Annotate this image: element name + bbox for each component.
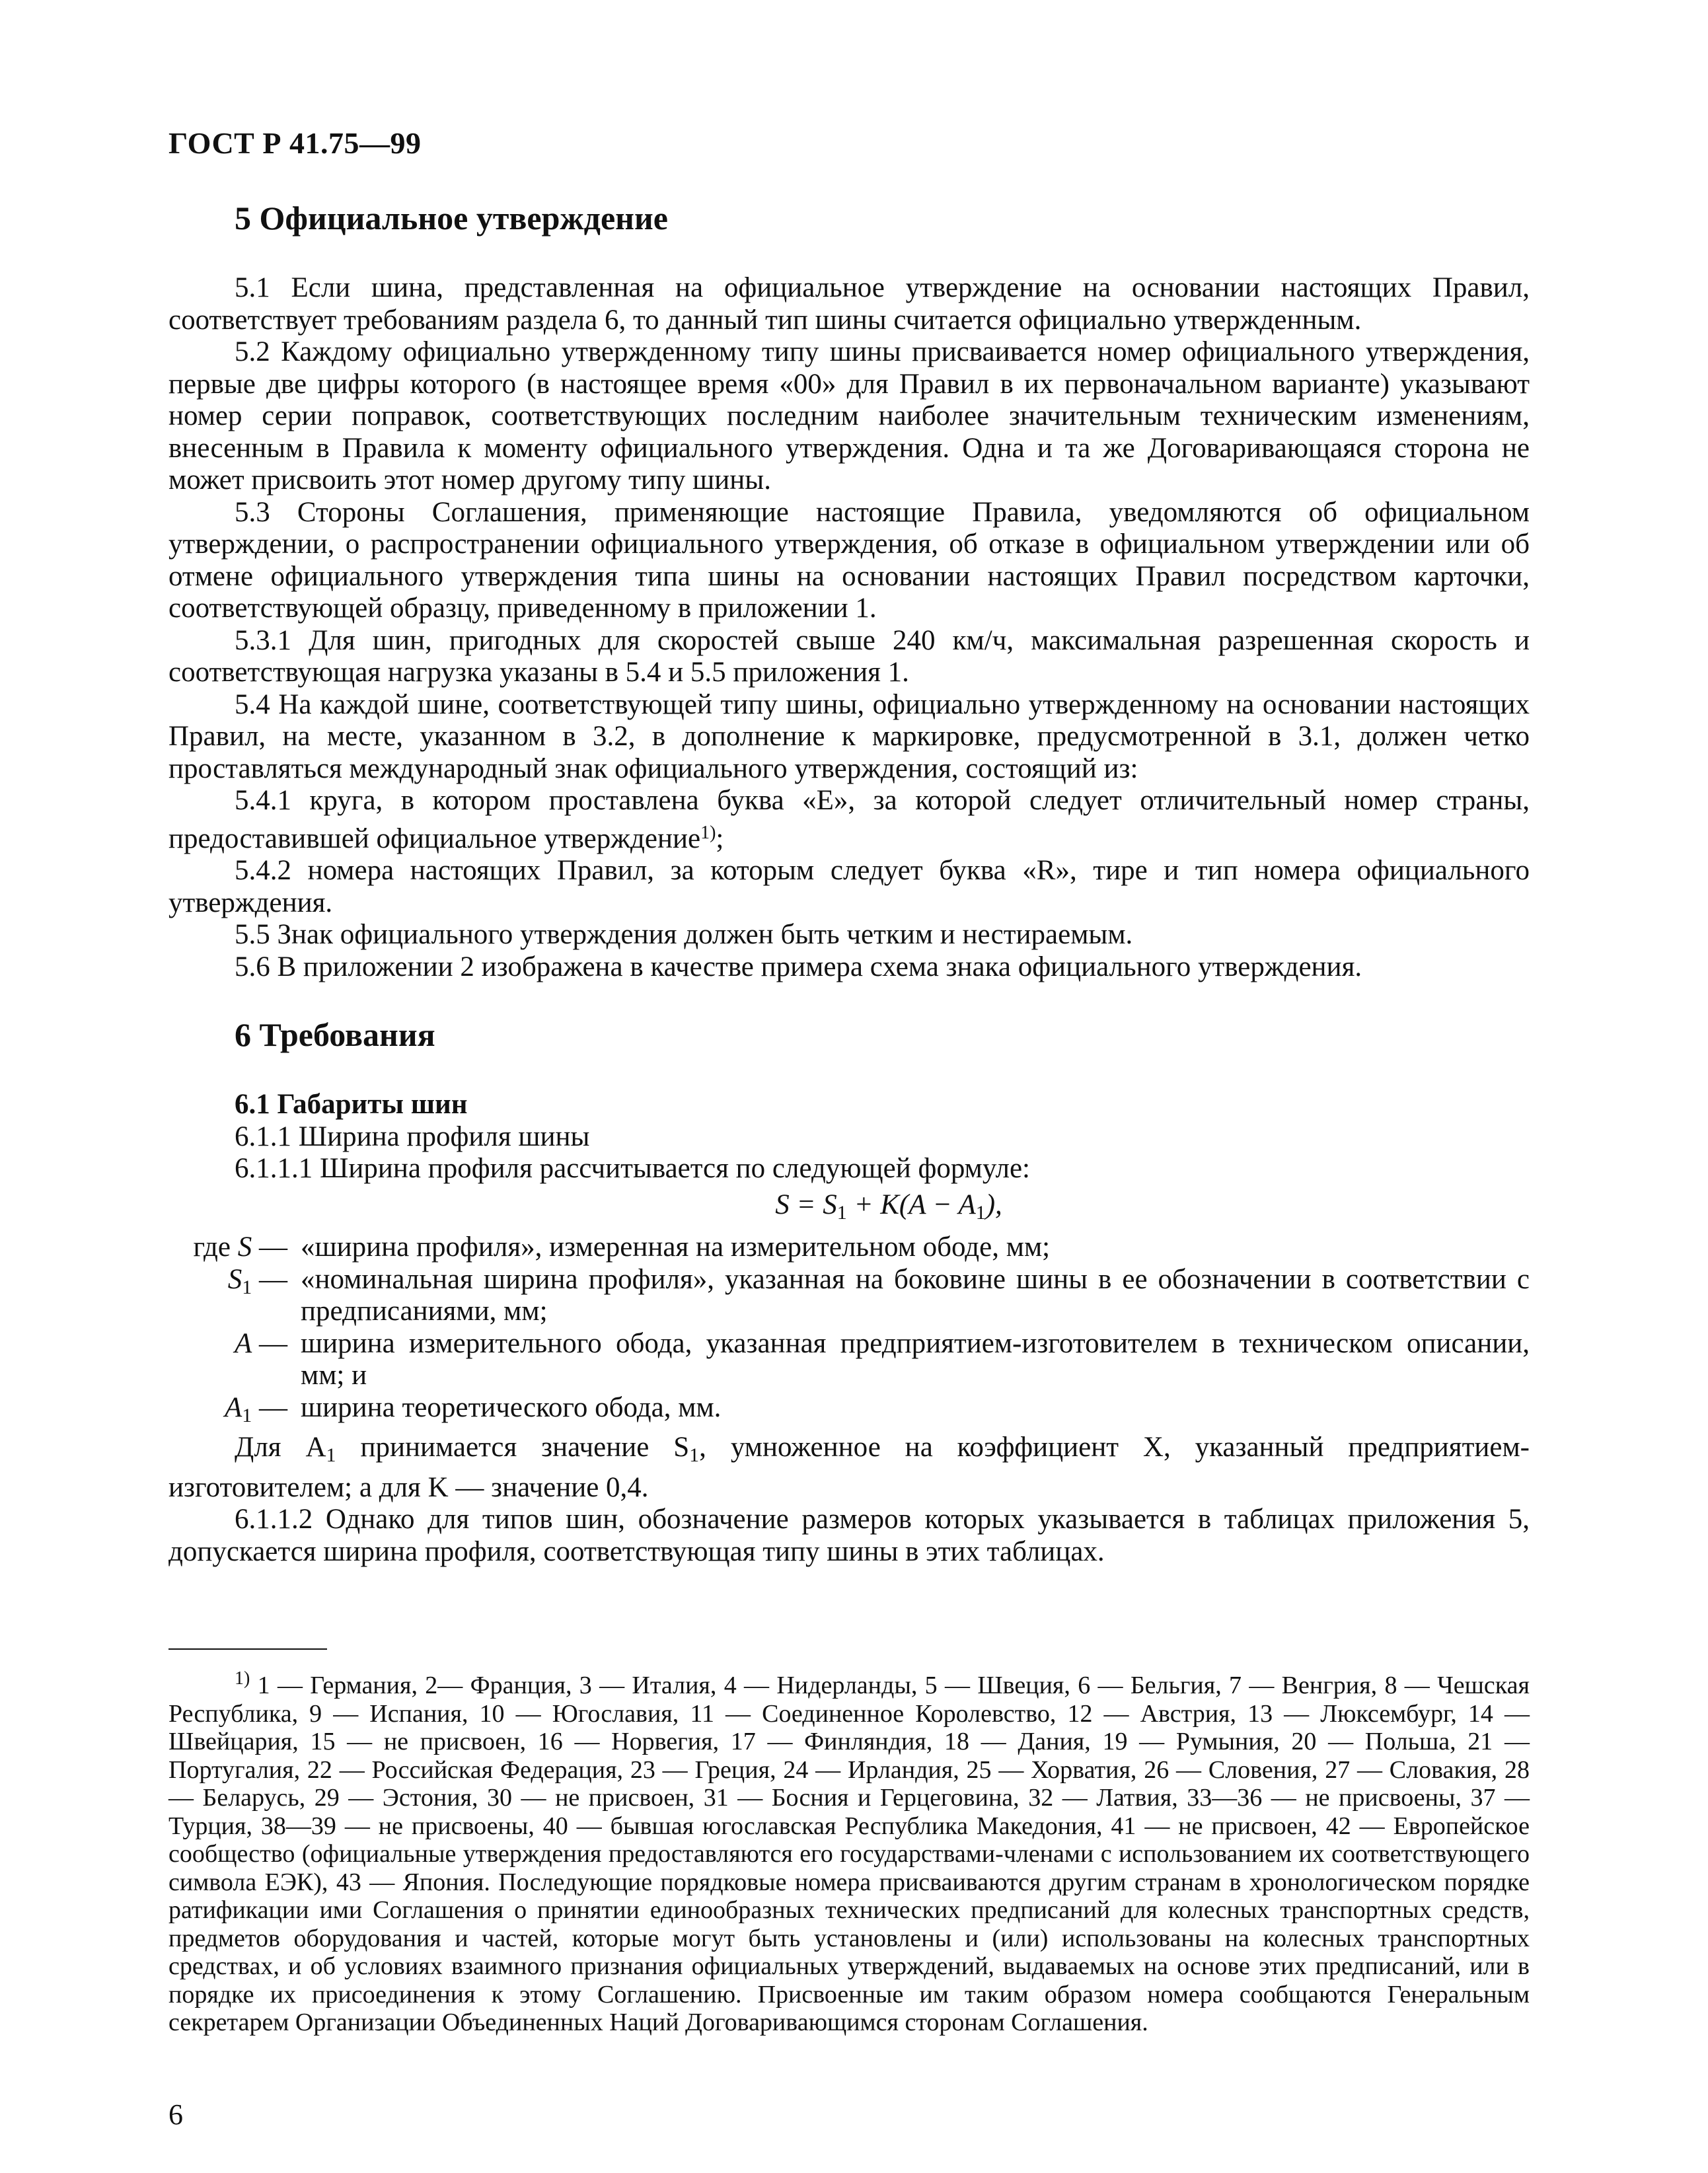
- footnote-reference-mark: 1): [700, 822, 716, 843]
- footnote: [168, 1665, 1530, 2037]
- paragraph-5-1: 5.1 Если шина, представленная на официальное утверждение на основании настоящих Правил, соответствует требованиям раздела 6, то данный тип шины считается официально утвержденным.: [168, 272, 1530, 336]
- paragraph-5-4-2: 5.4.2 номера настоящих Правил, за которым следует буква «R», тире и тип номера официального утверждения.: [168, 855, 1530, 918]
- definition-text: ширина теоретического обода, мм.: [301, 1391, 722, 1423]
- paragraph-6-1-1-2: 6.1.1.2 Однако для типов шин, обозначение размеров которых указывается в таблицах приложения 5, допускается ширина профиля, соответствующая типу шины в этих таблицах.: [168, 1504, 1530, 1567]
- subsection-6-1-title: 6.1 Габариты шин: [235, 1089, 468, 1120]
- paragraph-5-4-1-text: 5.4.1 круга, в котором проставлена буква «Е», за которой следует отличительный номер страны, предоставившей официальное утверждение: [168, 785, 1530, 854]
- page-number: 6: [168, 2098, 183, 2131]
- paragraph-5-4-1: [168, 785, 1530, 855]
- paragraph-5-3-1: 5.3.1 Для шин, пригодных для скоростей свыше 240 км/ч, максимальная разрешенная скорость и соответствующая нагрузка указаны в 5.4 и 5.5 приложения 1.: [168, 624, 1530, 688]
- paragraph-5-2: 5.2 Каждому официально утвержденному типу шины присваивается номер официального утверждения, первые две цифры которого (в настоящее время «00» для Правил в их первоначальном варианте) указывают номер серии поправок, соответствующих последним наиболее значительным техническим изменениям, внесенным в Правила к моменту официального утверждения. Одна и та же Договаривающаяся сторона не может присвоить этот номер другому типу шины.: [168, 336, 1530, 496]
- paragraph-for-a1: Для A1 принимается значение S1, умноженное на коэффициент X, указанный предприятием-изготовителем; а для K — значение 0,4.: [168, 1432, 1530, 1503]
- definition-item: $A_1$ — ширина теоретического обода, мм.: [168, 1392, 1530, 1432]
- definition-text: «ширина профиля», измеренная на измерительном ободе, мм;: [301, 1232, 1051, 1263]
- definition-text: «номинальная ширина профиля», указанная на боковине шины в ее обозначении в соответствии с предписаниями, мм;: [301, 1263, 1530, 1327]
- paragraph-6-1-1-1: 6.1.1.1 Ширина профиля рассчитывается по следующей формуле:: [235, 1153, 1030, 1184]
- paragraph-5-3: 5.3 Стороны Соглашения, применяющие настоящие Правила, уведомляются об официальном утверждении, о распространении официального утверждения, об отказе в официальном утверждении или об отмене официального утверждения типа шины на основании настоящих Правил посредством карточки, соответствующей образцу, приведенному в приложении 1.: [168, 496, 1530, 624]
- paragraph-5-6: 5.6 В приложении 2 изображена в качестве примера схема знака официального утверждения.: [235, 951, 1362, 982]
- paragraph-5-5: 5.5 Знак официального утверждения должен быть четким и нестираемым.: [235, 919, 1133, 950]
- definition-item: $S_1$ — «номинальная ширина профиля», указанная на боковине шины в ее обозначении в соответствии с предписаниями, мм;: [227, 1263, 1530, 1327]
- paragraph-5-4: 5.4 На каждой шине, соответствующей типу шины, официально утвержденному на основании настоящих Правил, на месте, указанном в 3.2, в дополнение к маркировке, предусмотренной в 3.1, должен четко проставляться международный знак официального утверждения, состоящий из:: [168, 688, 1530, 784]
- footnote-text: 1 — Германия, 2— Франция, 3 — Италия, 4 — Нидерланды, 5 — Швеция, 6 — Бельгия, 7 — Венгрия, 8 — Чешская Республика, 9 — Испания, 10 — Югославия, 11 — Соединенное Королевство, 12 — Австрия, 13 — Люксембург, 14 — Швейцария, 15 — не присвоен, 16 — Норвегия, 17 — Финляндия, 18 — Дания, 19 — Румыния, 20 — Польша, 21 — Португалия, 22 — Российская Федерация, 23 — Греция, 24 — Ирландия, 25 — Хорватия, 26 — Словения, 27 — Словакия, 28 — Беларусь, 29 — Эстония, 30 — не присвоен, 31 — Босния и Герцеговина, 32 — Латвия, 33—36 — не присвоены, 37 — Турция, 38—39 — не присвоены, 40 — бывшая югославская Республика Македония, 41 — не присвоен, 42 — Европейское сообщество (официальные утверждения предоставляются его государствами-членами с использованием их соответствующего символа ЕЭК), 43 — Япония. Последующие порядковые номера присваиваются другим странам в хронологическом порядке ратификации ими Соглашения о принятии единообразных технических предписаний для колесных транспортных средств, предметов оборудования и частей, которые могут быть установлены и (или) использованы на колесных транспортных средствах, и об условиях взаимного признания официальных утверждений, выдаваемых на основе этих предписаний, или в порядке их присоединения к этому Соглашению. Присвоенные им таким образом номера сообщаются Генеральным секретарем Организации Объединенных Наций Договаривающимся сторонам Соглашения.: [168, 1672, 1530, 2036]
- profile-width-formula: $S = S_1 + K(A - A_1)$,: [775, 1189, 1002, 1224]
- definition-text: ширина измерительного обода, указанная предприятием-изготовителем в техническом описании, мм; и: [301, 1327, 1530, 1391]
- section-6-title: 6 Требования: [235, 1016, 435, 1053]
- paragraph-5-4-1-end: ;: [716, 823, 724, 854]
- section-5-title: 5 Официальное утверждение: [235, 200, 668, 237]
- definition-item: где S — «ширина профиля», измеренная на измерительном ободе, мм;: [168, 1232, 1530, 1264]
- footnote-separator: [168, 1648, 327, 1650]
- paragraph-6-1-1: 6.1.1 Ширина профиля шины: [235, 1121, 590, 1152]
- definition-item: A — ширина измерительного обода, указанная предприятием-изготовителем в техническом описании, мм; и: [234, 1327, 1530, 1391]
- main-content: [168, 198, 1530, 1568]
- document-code-header: ГОСТ Р 41.75—99: [168, 126, 422, 160]
- footnote-mark: 1): [235, 1668, 250, 1689]
- formula-definitions: [168, 1232, 1530, 1432]
